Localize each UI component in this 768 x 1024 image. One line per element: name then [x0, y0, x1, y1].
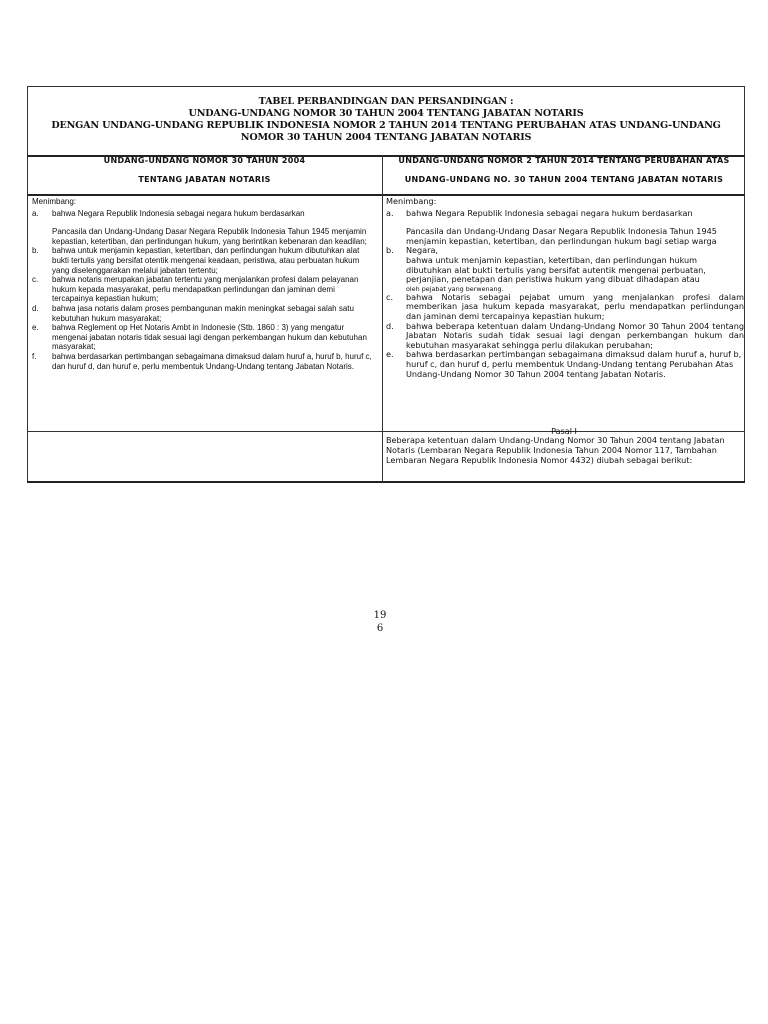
- page-number: [360, 609, 400, 635]
- right-item-e: [386, 350, 744, 379]
- item-marker: b.: [386, 245, 394, 256]
- right-column-content: [386, 197, 744, 379]
- right-column-header-line-1: UNDANG-UNDANG NOMOR 2 TAHUN 2014 TENTANG PERUBAHAN ATAS: [398, 156, 730, 165]
- right-item-b-small: oleh pejabat yang berwenang.: [406, 284, 504, 293]
- item-marker: f.: [32, 351, 37, 361]
- right-item-c-text: bahwa Notaris sebagai pejabat umum yang menjalankan profesi dalam memberikan jasa hukum kepada masyarakat, perlu mendapatkan perlindungan dan jaminan demi tercapainya kepastian hukum;: [406, 291, 744, 321]
- right-item-b: [386, 246, 744, 292]
- left-item-b-text: bahwa untuk menjamin kepastian, ketertiban, dan perlindungan hukum dibutuhkan alat bukti tertulis yang bersifat otentik mengenai keadaan, peristiwa, atau perbuatan hukum yang diselenggarakan melalui jabatan tertentu;: [52, 246, 360, 275]
- item-marker: d.: [32, 303, 39, 313]
- left-menimbang-heading: Menimbang:: [32, 197, 77, 206]
- item-marker: c.: [32, 275, 39, 285]
- left-item-a-line: bahwa Negara Republik Indonesia sebagai negara hukum berdasarkan: [52, 208, 305, 218]
- title-line-4: NOMOR 30 TAHUN 2004 TENTANG JABATAN NOTARIS: [240, 132, 532, 143]
- table-title: [27, 96, 745, 144]
- pasal-block: [386, 426, 742, 465]
- item-marker: a.: [386, 207, 394, 218]
- right-item-d-text: bahwa beberapa ketentuan dalam Undang-Undang Nomor 30 Tahun 2004 tentang Jabatan Notaris sudah tidak sesuai lagi dengan perkembangan hukum dan kebutuhan masyarakat sehingga perlu dilakukan perubahan;: [406, 320, 744, 350]
- left-column-header-line-2: TENTANG JABATAN NOTARIS: [138, 175, 271, 184]
- left-item-f-text: bahwa berdasarkan pertimbangan sebagaimana dimaksud dalam huruf a, huruf b, huruf c, dan huruf d, dan huruf e, perlu membentuk Undang-Undang tentang Jabatan Notaris.: [52, 351, 372, 371]
- left-item-e: [32, 323, 378, 352]
- right-item-c: [386, 293, 744, 322]
- left-item-c-text: bahwa notaris merupakan jabatan tertentu yang menjalankan profesi dalam pelayanan hukum kepada masyarakat, perlu mendapatkan perlindungan dan jaminan demi tercapainya kepastian hukum;: [52, 275, 359, 304]
- column-divider: [382, 155, 383, 482]
- right-item-a-continuation: Pancasila dan Undang-Undang Dasar Negara Republik Indonesia Tahun 1945 menjamin kepastian, ketertiban, dan perlindungan hukum bagi setiap warga: [406, 226, 717, 246]
- left-item-d: [32, 304, 378, 323]
- right-item-a: [386, 209, 744, 247]
- right-item-e-text: bahwa berdasarkan pertimbangan sebagaimana dimaksud dalam huruf a, huruf b, huruf c, dan huruf d, perlu membentuk Undang-Undang tentang Perubahan Atas Undang-Undang Nomor 30 Tahun 2004 tentang Jabatan Notaris.: [406, 349, 742, 379]
- right-menimbang-heading: Menimbang:: [386, 196, 437, 206]
- item-marker: c.: [386, 291, 394, 302]
- item-marker: e.: [386, 349, 394, 360]
- right-item-d: [386, 322, 744, 351]
- left-column-content: [32, 197, 378, 371]
- title-line-1: TABEL PERBANDINGAN DAN PERSANDINGAN :: [258, 96, 514, 107]
- left-item-b: [32, 246, 378, 275]
- page-number-line-1: 19: [373, 610, 387, 621]
- page-number-line-2: 6: [376, 623, 384, 634]
- left-item-d-text: bahwa jasa notaris dalam proses pembangunan makin meningkat sebagai salah satu kebutuhan hukum masyarakat;: [52, 303, 354, 323]
- left-column-header-line-1: UNDANG-UNDANG NOMOR 30 TAHUN 2004: [103, 156, 306, 165]
- left-item-a: [32, 209, 378, 247]
- pasal-text: Beberapa ketentuan dalam Undang-Undang Nomor 30 Tahun 2004 tentang Jabatan Notaris (Lembaran Negara Republik Indonesia Tahun 2004 Nomor 117, Tambahan Lembaran Negara Republik Indonesia Nomor 4432) diubah sebagai berikut:: [386, 435, 725, 465]
- right-item-b-line: Negara,: [406, 245, 438, 256]
- right-item-b-text: bahwa untuk menjamin kepastian, ketertiban, dan perlindungan hukum dibutuhkan alat bukti tertulis yang bersifat autentik mengenai perbuatan, perjanjian, penetapan dan peristiwa hukum yang dibuat dihadapan atau: [406, 254, 706, 285]
- item-marker: d.: [386, 320, 394, 331]
- left-item-f: [32, 352, 378, 371]
- item-marker: b.: [32, 246, 39, 256]
- left-item-e-text: bahwa Reglement op Het Notaris Ambt in Indonesie (Stb. 1860 : 3) yang mengatur mengenai jabatan notaris tidak sesuai lagi dengan perkembangan hukum dan kebutuhan masyarakat;: [52, 323, 367, 352]
- right-item-a-line: bahwa Negara Republik Indonesia sebagai negara hukum berdasarkan: [406, 207, 693, 218]
- left-item-a-continuation: Pancasila dan Undang-Undang Dasar Negara Republik Indonesia Tahun 1945 menjamin kepastian, ketertiban, dan perlindungan hukum, yang berintikan kebenaran dan keadilan;: [52, 227, 367, 246]
- item-marker: a.: [32, 208, 39, 218]
- left-item-c: [32, 275, 378, 304]
- title-line-2: UNDANG-UNDANG NOMOR 30 TAHUN 2004 TENTANG JABATAN NOTARIS: [188, 108, 584, 119]
- pasal-title: Pasal I: [551, 426, 577, 436]
- table-bottom-rule: [27, 481, 745, 483]
- title-line-3: DENGAN UNDANG-UNDANG REPUBLIK INDONESIA NOMOR 2 TAHUN 2014 TENTANG PERUBAHAN ATAS UNDANG-UNDANG: [51, 120, 721, 131]
- right-column-header-line-2: UNDANG-UNDANG NO. 30 TAHUN 2004 TENTANG JABATAN NOTARIS: [404, 175, 724, 184]
- item-marker: e.: [32, 323, 39, 333]
